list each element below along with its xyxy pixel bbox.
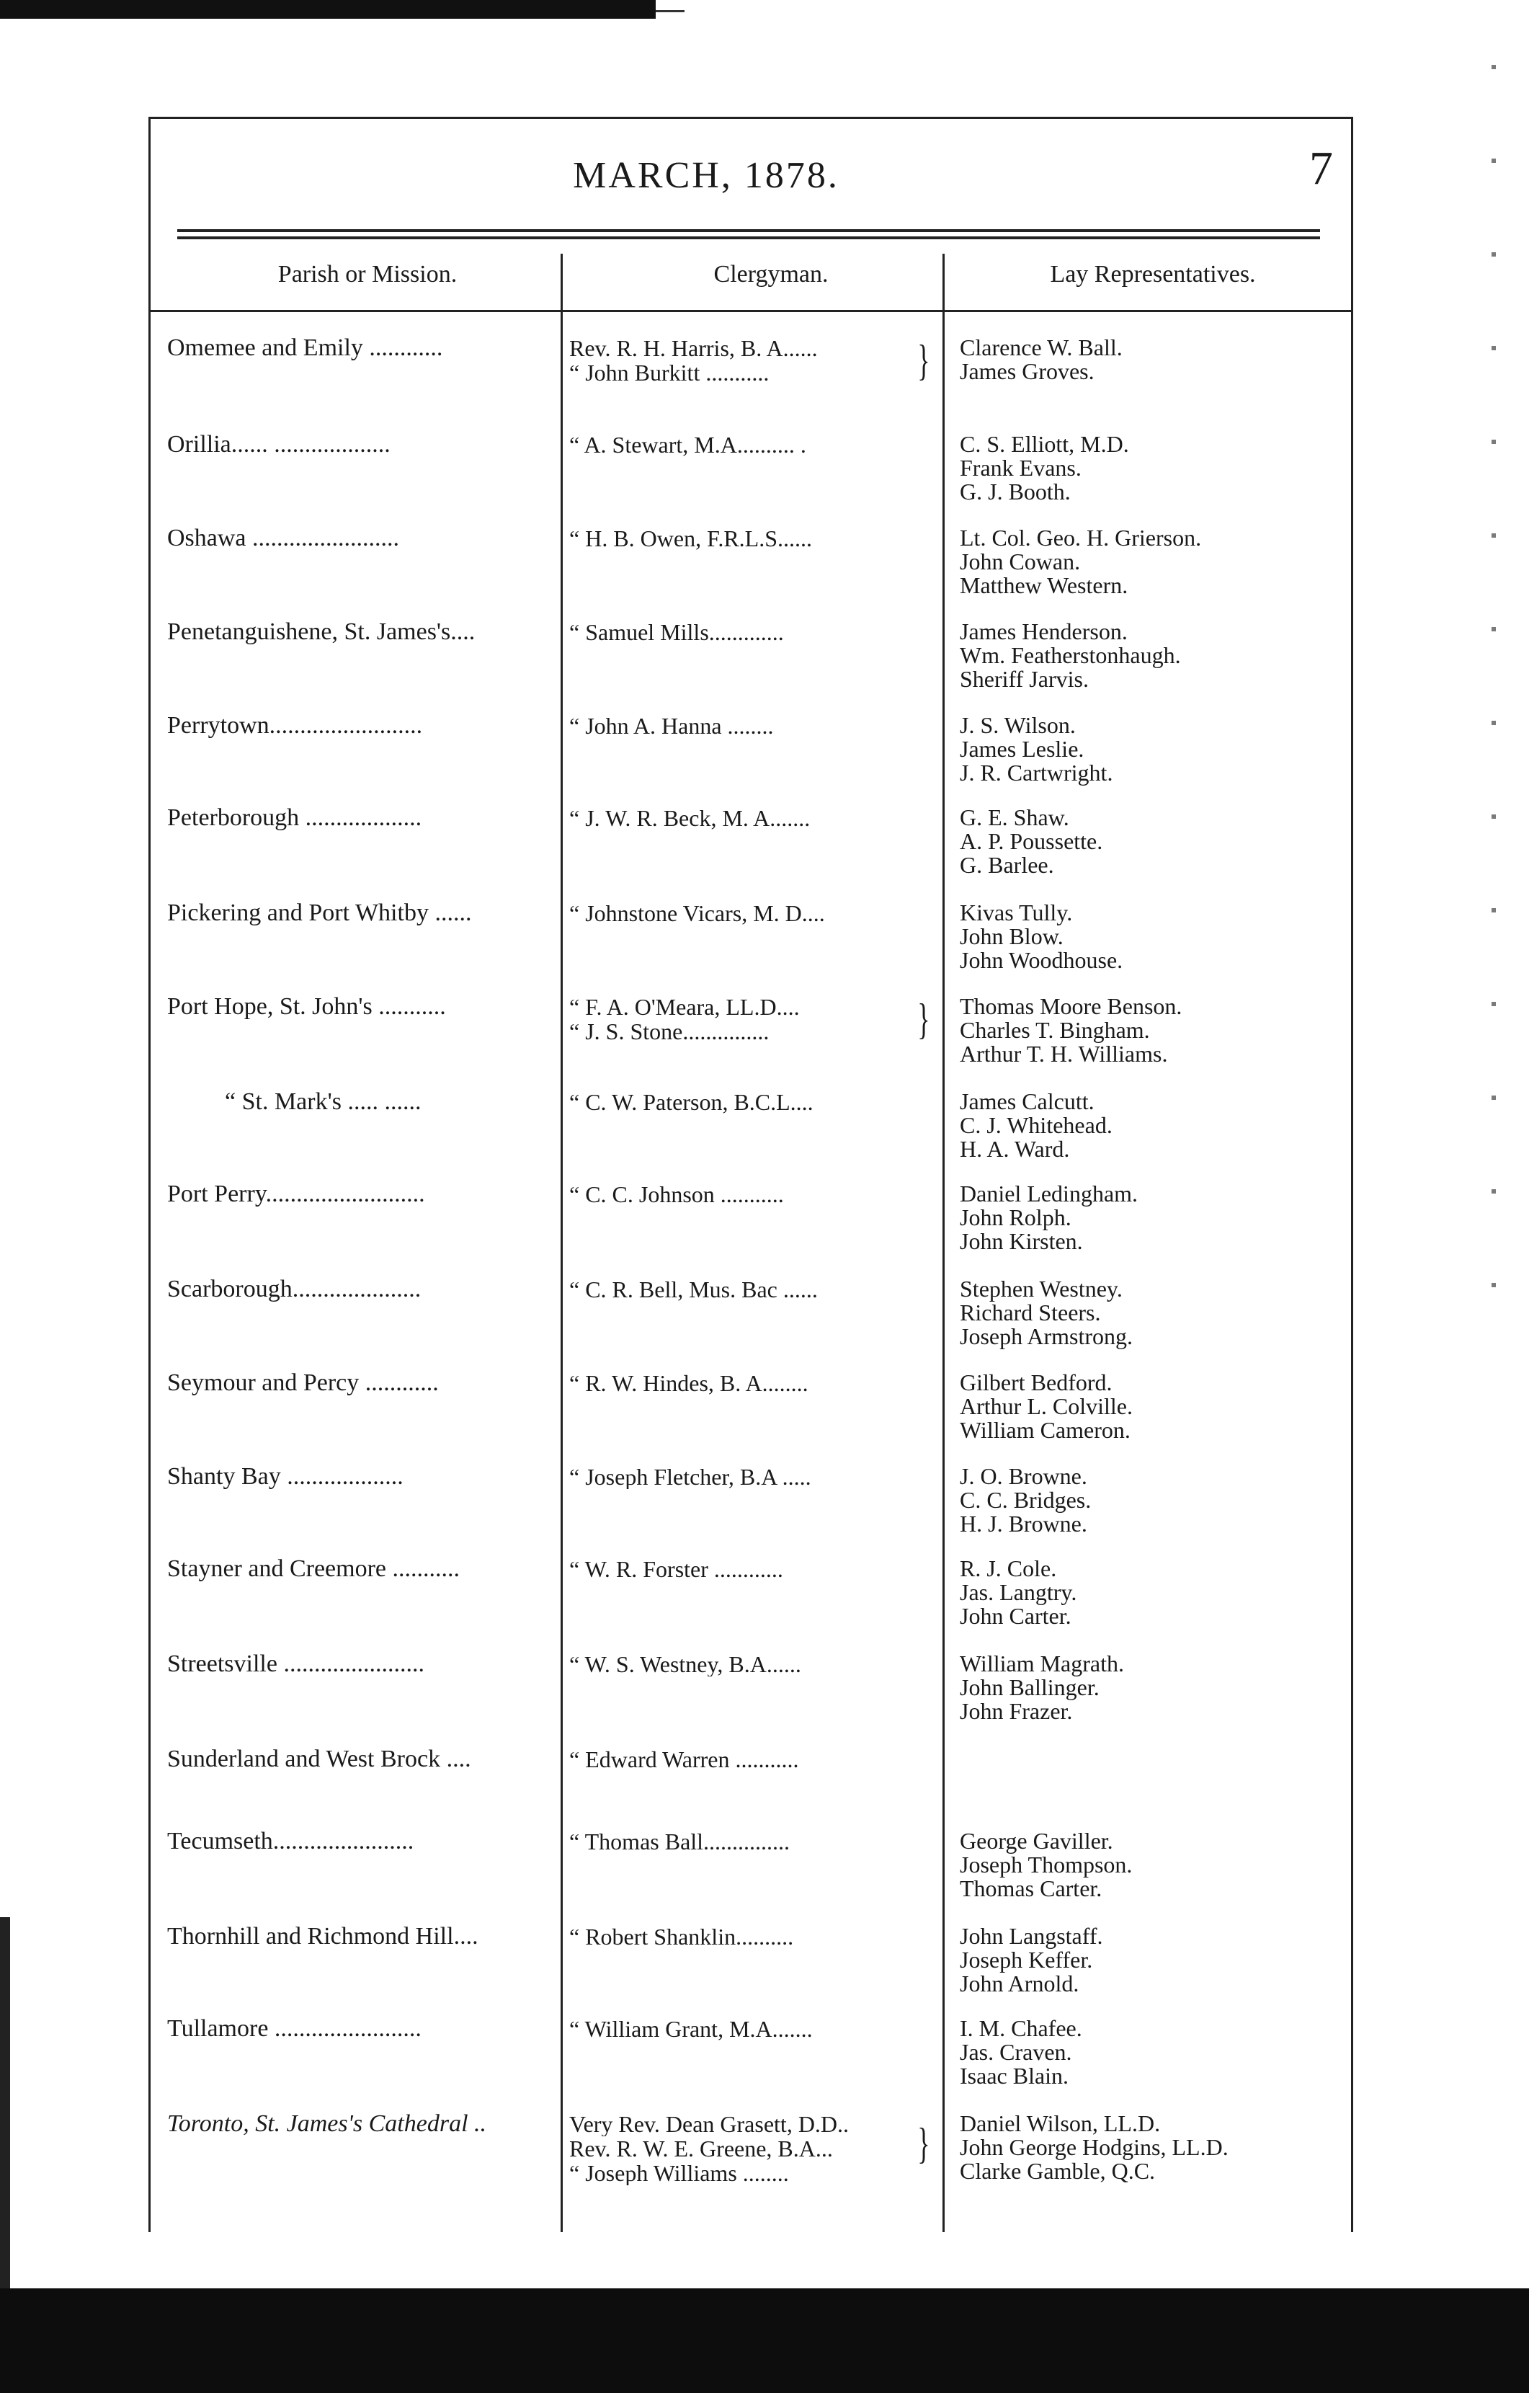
lay-representative-line: James Leslie.	[960, 736, 1084, 762]
page-title: MARCH, 1878.	[573, 155, 839, 196]
clergyman-line: Rev. R. W. E. Greene, B.A...	[569, 2136, 833, 2161]
clergyman-cell	[569, 1277, 944, 1302]
clergyman-line: Rev. R. H. Harris, B. A......	[569, 336, 818, 360]
lay-representative-line: Wm. Featherstonhaugh.	[960, 642, 1181, 668]
clergyman-line: Very Rev. Dean Grasett, D.D..	[569, 2112, 850, 2136]
lay-representatives-cell	[960, 901, 1334, 972]
clergyman-line: “ C. R. Bell, Mus. Bac ......	[569, 1277, 818, 1302]
lay-representative-line: J. R. Cartwright.	[960, 760, 1113, 786]
clergyman-line: “ Joseph Williams ........	[569, 2161, 789, 2185]
lay-representative-line: Charles T. Bingham.	[960, 1017, 1150, 1043]
lay-representative-line: George Gaviller.	[960, 1828, 1113, 1854]
lay-representatives-cell	[960, 995, 1334, 1066]
lay-representative-line: Daniel Ledingham.	[960, 1181, 1138, 1207]
parish-cell: “ St. Mark's ..... ......	[225, 1090, 422, 1114]
lay-representative-line: James Calcutt.	[960, 1088, 1095, 1114]
lay-representatives-cell	[960, 1924, 1334, 1996]
lay-representative-line: Jas. Craven.	[960, 2039, 1072, 2065]
parish-cell: Oshawa ........................	[167, 526, 400, 551]
lay-representatives-cell	[960, 806, 1334, 877]
parish-cell: Sunderland and West Brock ....	[167, 1747, 471, 1772]
lay-representatives-cell	[960, 1090, 1334, 1161]
clergyman-line: “ William Grant, M.A.......	[569, 2017, 813, 2041]
scan-specks	[1492, 65, 1496, 1290]
title-rule-upper	[177, 229, 1320, 232]
lay-representatives-cell	[960, 1829, 1334, 1901]
column-header-lay: Lay Representatives.	[1050, 261, 1256, 288]
clergyman-line: “ A. Stewart, M.A.......... .	[569, 432, 806, 457]
clergyman-line: “ John A. Hanna ........	[569, 714, 774, 738]
parish-cell: Penetanguishene, St. James's....	[167, 620, 476, 644]
clergyman-cell	[569, 2017, 944, 2041]
lay-representative-line: H. A. Ward.	[960, 1136, 1070, 1162]
clergyman-cell	[569, 336, 944, 385]
lay-representative-line: J. S. Wilson.	[960, 712, 1076, 738]
lay-representative-line: Clarence W. Ball.	[960, 334, 1123, 360]
brace-mark: }	[917, 337, 930, 384]
lay-representative-line: G. Barlee.	[960, 852, 1054, 878]
parish-cell: Perrytown.........................	[167, 714, 423, 738]
lay-representative-line: Joseph Thompson.	[960, 1852, 1133, 1878]
parish-cell: Port Perry..........................	[167, 1182, 425, 1207]
lay-representatives-cell	[960, 526, 1334, 597]
clergyman-line: “ H. B. Owen, F.R.L.S......	[569, 526, 812, 551]
top-rule	[148, 117, 1353, 119]
clergyman-cell	[569, 1371, 944, 1395]
lay-representative-line: John Langstaff.	[960, 1923, 1103, 1949]
clergyman-line: “ W. R. Forster ............	[569, 1557, 783, 1581]
clergyman-cell	[569, 1652, 944, 1676]
lay-representative-line: Clarke Gamble, Q.C.	[960, 2158, 1156, 2184]
lay-representative-line: Matthew Western.	[960, 572, 1128, 598]
clergyman-cell	[569, 1747, 944, 1772]
clergyman-line: “ John Burkitt ...........	[569, 360, 770, 385]
lay-representative-line: John Blow.	[960, 923, 1064, 949]
clergyman-cell	[569, 995, 944, 1044]
lay-representatives-cell	[960, 2017, 1334, 2088]
lay-representative-line: John Arnold.	[960, 1971, 1079, 1996]
clergyman-line: “ Edward Warren ...........	[569, 1747, 799, 1772]
scan-edge-bottom	[0, 2288, 1529, 2393]
clergyman-cell	[569, 1557, 944, 1581]
lay-representative-line: John Ballinger.	[960, 1674, 1100, 1700]
header-rule	[148, 310, 1353, 312]
scan-edge-left	[0, 1917, 10, 2306]
clergyman-cell	[569, 1090, 944, 1114]
brace-mark: }	[917, 2120, 930, 2167]
lay-representative-line: G. J. Booth.	[960, 479, 1071, 505]
clergyman-cell	[569, 901, 944, 925]
clergyman-line: “ J. S. Stone...............	[569, 1019, 770, 1044]
lay-representatives-cell	[960, 1182, 1334, 1253]
clergyman-cell	[569, 1465, 944, 1489]
scan-edge-top	[0, 0, 656, 19]
clergyman-line: “ W. S. Westney, B.A......	[569, 1652, 801, 1676]
lay-representatives-cell	[960, 1277, 1334, 1349]
parish-cell: Pickering and Port Whitby ......	[167, 901, 472, 925]
lay-representative-line: R. J. Cole.	[960, 1555, 1057, 1581]
lay-representative-line: A. P. Poussette.	[960, 828, 1103, 854]
lay-representatives-cell	[960, 620, 1334, 691]
lay-representative-line: Lt. Col. Geo. H. Grierson.	[960, 525, 1202, 551]
clergyman-cell	[569, 2112, 944, 2185]
lay-representative-line: John Rolph.	[960, 1204, 1071, 1230]
lay-representative-line: G. E. Shaw.	[960, 804, 1069, 830]
parish-cell: Seymour and Percy ............	[167, 1371, 439, 1395]
lay-representative-line: Richard Steers.	[960, 1299, 1101, 1325]
lay-representative-line: John Cowan.	[960, 548, 1081, 574]
clergyman-cell	[569, 1182, 944, 1207]
clergyman-line: “ C. W. Paterson, B.C.L....	[569, 1090, 813, 1114]
clergyman-cell	[569, 620, 944, 644]
lay-representative-line: John Frazer.	[960, 1698, 1073, 1724]
lay-representative-line: Daniel Wilson, LL.D.	[960, 2110, 1161, 2136]
clergyman-line: “ Joseph Fletcher, B.A .....	[569, 1465, 811, 1489]
lay-representatives-cell	[960, 1652, 1334, 1723]
lay-representative-line: Kivas Tully.	[960, 899, 1073, 925]
clergyman-line: “ Thomas Ball...............	[569, 1829, 790, 1854]
column-separator-1	[561, 254, 563, 2232]
parish-cell: Toronto, St. James's Cathedral ..	[167, 2112, 487, 2136]
lay-representative-line: John George Hodgins, LL.D.	[960, 2134, 1229, 2160]
parish-cell: Stayner and Creemore ...........	[167, 1557, 460, 1581]
clergyman-cell	[569, 1924, 944, 1949]
title-rule-lower	[177, 236, 1320, 239]
lay-representatives-cell	[960, 1557, 1334, 1628]
lay-representatives-cell	[960, 714, 1334, 785]
lay-representative-line: William Cameron.	[960, 1417, 1131, 1443]
clergyman-line: “ Johnstone Vicars, M. D....	[569, 901, 825, 925]
parish-cell: Tecumseth.......................	[167, 1829, 414, 1854]
lay-representative-line: Sheriff Jarvis.	[960, 666, 1089, 692]
page-number: 7	[1309, 142, 1333, 195]
lay-representative-line: William Magrath.	[960, 1650, 1124, 1676]
lay-representative-line: Joseph Keffer.	[960, 1947, 1093, 1973]
lay-representatives-cell	[960, 1371, 1334, 1442]
lay-representative-line: Stephen Westney.	[960, 1276, 1123, 1302]
lay-representative-line: I. M. Chafee.	[960, 2015, 1082, 2041]
clergyman-line: “ J. W. R. Beck, M. A.......	[569, 806, 811, 830]
clergyman-cell	[569, 526, 944, 551]
lay-representative-line: Arthur T. H. Williams.	[960, 1041, 1168, 1067]
parish-cell: Peterborough ...................	[167, 806, 422, 830]
clergyman-cell	[569, 714, 944, 738]
lay-representative-line: C. C. Bridges.	[960, 1487, 1092, 1513]
lay-representative-line: John Kirsten.	[960, 1228, 1083, 1254]
clergyman-line: “ Samuel Mills.............	[569, 620, 784, 644]
lay-representative-line: Thomas Carter.	[960, 1875, 1102, 1901]
brace-mark: }	[917, 995, 930, 1043]
lay-representative-line: J. O. Browne.	[960, 1463, 1087, 1489]
lay-representative-line: Isaac Blain.	[960, 2063, 1069, 2089]
lay-representative-line: Joseph Armstrong.	[960, 1323, 1133, 1349]
parish-cell: Streetsville .......................	[167, 1652, 424, 1676]
parish-cell: Thornhill and Richmond Hill....	[167, 1924, 478, 1949]
lay-representatives-cell	[960, 1465, 1334, 1536]
lay-representative-line: Frank Evans.	[960, 455, 1082, 481]
parish-cell: Tullamore ........................	[167, 2017, 422, 2041]
clergyman-line: “ C. C. Johnson ...........	[569, 1182, 784, 1207]
parish-cell: Orillia...... ...................	[167, 432, 391, 457]
clergyman-cell	[569, 806, 944, 830]
lay-representative-line: James Groves.	[960, 358, 1095, 384]
parish-cell: Port Hope, St. John's ...........	[167, 995, 446, 1019]
clergyman-line: “ F. A. O'Meara, LL.D....	[569, 995, 800, 1019]
lay-representative-line: Gilbert Bedford.	[960, 1369, 1113, 1395]
lay-representative-line: C. S. Elliott, M.D.	[960, 431, 1129, 457]
column-header-clergyman: Clergyman.	[713, 261, 829, 288]
lay-representatives-cell	[960, 2112, 1334, 2183]
lay-representatives-cell	[960, 336, 1334, 383]
clergyman-line: “ Robert Shanklin..........	[569, 1924, 794, 1949]
parish-cell: Scarborough.....................	[167, 1277, 422, 1302]
clergyman-cell	[569, 1829, 944, 1854]
lay-representative-line: John Woodhouse.	[960, 947, 1123, 973]
lay-representatives-cell	[960, 432, 1334, 504]
lay-representative-line: Thomas Moore Benson.	[960, 993, 1182, 1019]
lay-representative-line: Arthur L. Colville.	[960, 1393, 1133, 1419]
clergyman-line: “ R. W. Hindes, B. A........	[569, 1371, 808, 1395]
column-header-parish: Parish or Mission.	[277, 261, 458, 288]
lay-representative-line: John Carter.	[960, 1603, 1071, 1629]
parish-cell: Shanty Bay ...................	[167, 1465, 404, 1489]
lay-representative-line: H. J. Browne.	[960, 1511, 1087, 1537]
clergyman-cell	[569, 432, 944, 457]
lay-representative-line: James Henderson.	[960, 618, 1128, 644]
scan-edge-top-line	[656, 10, 685, 12]
parish-cell: Omemee and Emily ............	[167, 336, 443, 360]
lay-representative-line: C. J. Whitehead.	[960, 1112, 1113, 1138]
lay-representative-line: Jas. Langtry.	[960, 1579, 1077, 1605]
